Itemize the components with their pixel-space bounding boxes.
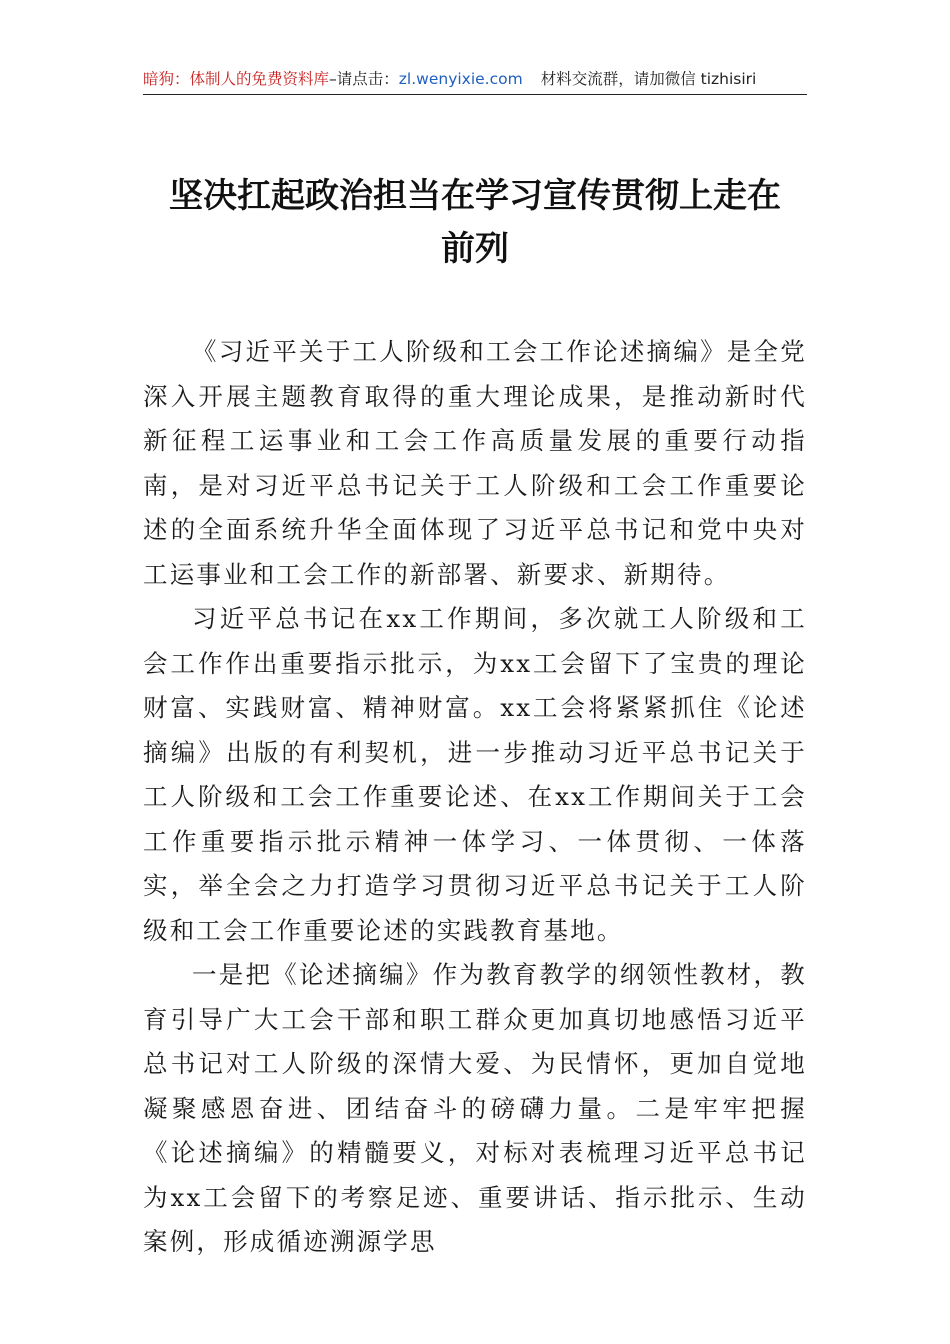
header-contact: 材料交流群，请加微信 tizhisiri	[540, 70, 757, 88]
document-title-line-2: 前列	[441, 229, 509, 269]
header-separator: –请点击：	[329, 70, 399, 88]
document-body	[143, 330, 807, 1265]
page-header	[143, 64, 807, 95]
header-brand: 暗狗：体制人的免费资料库	[143, 70, 330, 88]
paragraph-1: 《习近平关于工人阶级和工会工作论述摘编》是全党深入开展主题教育取得的重大理论成果，是推动新时代新征程工运事业和工会工作高质量发展的重要行动指南，是对习近平总书记关于工人阶级和工会工作重要论述的全面系统升华全面体现了习近平总书记和党中央对工运事业和工会工作的新部署、新要求、新期待。	[143, 337, 807, 589]
header-link[interactable]: zl.wenyixie.com	[398, 70, 523, 88]
paragraph-3: 一是把《论述摘编》作为教育教学的纲领性教材，教育引导广大工会干部和职工群众更加真切地感悟习近平总书记对工人阶级的深情大爱、为民情怀，更加自觉地凝聚感恩奋进、团结奋斗的磅礴力量。二是牢牢把握《论述摘编》的精髓要义，对标对表梳理习近平总书记为xx工会留下的考察足迹、重要讲话、指示批示、生动案例，形成循迹溯源学思	[143, 960, 807, 1256]
paragraph-2: 习近平总书记在xx工作期间，多次就工人阶级和工会工作作出重要指示批示，为xx工会留下了宝贵的理论财富、实践财富、精神财富。xx工会将紧紧抓住《论述摘编》出版的有利契机，进一步推动习近平总书记关于工人阶级和工会工作重要论述、在xx工作期间关于工会工作重要指示批示精神一体学习、一体贯彻、一体落实，举全会之力打造学习贯彻习近平总书记关于工人阶级和工会工作重要论述的实践教育基地。	[143, 604, 807, 945]
document-title-line-1: 坚决扛起政治担当在学习宣传贯彻上走在	[169, 176, 781, 216]
document-title	[143, 170, 807, 276]
